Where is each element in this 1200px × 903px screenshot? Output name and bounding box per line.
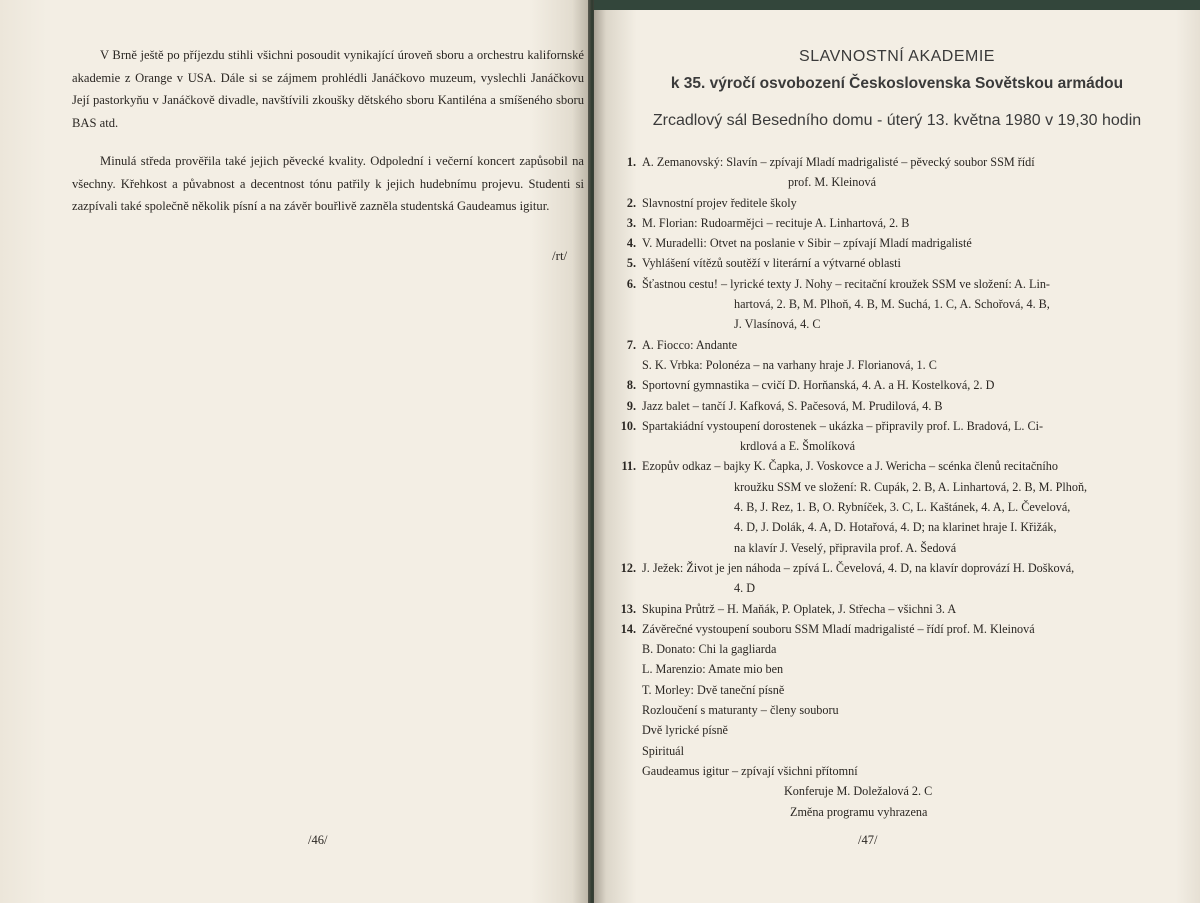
program-item-continuation: [604, 497, 1134, 517]
item-number: 6.: [626, 276, 636, 291]
program-list: [604, 152, 1134, 822]
program-sub-item: [604, 761, 1134, 781]
program-item: [604, 375, 1134, 395]
item-number: [604, 538, 642, 558]
sub-item-text: T. Morley: Dvě taneční písně: [642, 682, 785, 697]
item-text: 4. B, J. Rez, 1. B, O. Rybníček, 3. C, L. Kaštánek, 4. A, L. Čevelová,: [734, 500, 1071, 515]
sub-item-text: Rozloučení s maturanty – členy souboru: [642, 703, 839, 718]
item-number: [604, 314, 642, 334]
item-number: [604, 680, 642, 700]
item-number: [604, 741, 642, 761]
program-item: [604, 619, 1134, 639]
program-title: SLAVNOSTNÍ AKADEMIE: [799, 48, 995, 65]
program-item: [604, 213, 1134, 233]
item-number: 2.: [626, 195, 636, 210]
program-subtitle: k 35. výročí osvobození Československa Sovětskou armádou: [670, 75, 1124, 92]
item-text: A. Fiocco: Andante: [642, 337, 738, 352]
item-text: V. Muradelli: Otvet na poslanie v Sibir – zpívají Mladí madrigalisté: [642, 236, 972, 251]
item-text: na klavír J. Veselý, připravila prof. A. Šedová: [734, 540, 957, 555]
item-text: Ezopův odkaz – bajky K. Čapka, J. Voskovce a J. Wericha – scénka členů recitačního: [642, 459, 1058, 474]
item-number: [604, 517, 642, 537]
compere-line: Konferuje M. Doležalová 2. C: [784, 784, 933, 799]
item-text: Šťastnou cestu! – lyrické texty J. Nohy – recitační kroužek SSM ve složení: A. Lin-: [642, 276, 1050, 291]
page-number-right: /47/: [858, 833, 878, 847]
program-item-continuation: [604, 578, 1134, 598]
page-number-left: /46/: [308, 833, 328, 847]
program-item-continuation: [604, 517, 1134, 537]
sub-item-text: Dvě lyrické písně: [642, 723, 728, 738]
item-number: 3.: [626, 215, 636, 230]
item-text: Sportovní gymnastika – cvičí D. Horňanská, 4. A. a H. Kostelková, 2. D: [642, 378, 995, 393]
item-number: 12.: [620, 560, 636, 575]
item-number: [604, 639, 642, 659]
program-sub-item: [604, 659, 1134, 679]
item-number: 7.: [626, 337, 636, 352]
item-number: [604, 720, 642, 740]
item-text: S. K. Vrbka: Polonéza – na varhany hraje J. Florianová, 1. C: [642, 357, 937, 372]
item-number: [604, 578, 642, 598]
sub-item-text: B. Donato: Chi la gagliarda: [642, 642, 777, 657]
item-text: krdlová a E. Šmolíková: [740, 439, 856, 454]
program-sub-item: [604, 720, 1134, 740]
item-number: [604, 497, 642, 517]
item-text: hartová, 2. B, M. Plhoň, 4. B, M. Suchá, 1. C, A. Schořová, 4. B,: [734, 297, 1050, 312]
program-item: [604, 558, 1134, 578]
item-number: 14.: [620, 621, 636, 636]
item-number: [604, 294, 642, 314]
item-number: [604, 172, 642, 192]
sub-item-text: L. Marenzio: Amate mio ben: [642, 662, 784, 677]
program-sub-item: [604, 680, 1134, 700]
item-number: [604, 700, 642, 720]
paragraph-2-text: Minulá středa prověřila také jejich pěvecké kvality. Odpolední i večerní koncert zapůsobil na všechny. Křehkost a půvabnost a decentnost tónu patřily k jejich hudebnímu projevu. Studenti si zazpívali také společně několik písní a na závěr bouřlivě zazněla studentská Gaudeamus igitur.: [72, 154, 584, 213]
paragraph-1-text: V Brně ještě po příjezdu stihli všichni posoudit vynikající úroveň sboru a orchestru kalifornské akademie z Orange v USA. Dále si se zájmem prohlédli Janáčkovo muzeum, vyslechli Janáčkovu Její pastorkyňu v Janáčkově divadle, navštívili zkoušky dětského sboru Kantiléna a smíšeného sboru BAS atd.: [72, 48, 584, 130]
signature: /rt/: [552, 248, 568, 263]
item-text: A. Zemanovský: Slavín – zpívají Mladí madrigalisté – pěvecký soubor SSM řídí: [642, 155, 1035, 169]
binding-band: [594, 0, 1200, 10]
program-item: [604, 274, 1134, 294]
program-sub-item: [604, 741, 1134, 761]
item-text: prof. M. Kleinová: [788, 175, 877, 190]
paragraph-2: [72, 150, 584, 218]
left-page: [0, 0, 590, 903]
program-item-continuation: [604, 538, 1134, 558]
item-number: [604, 436, 642, 456]
program-item: [604, 193, 1134, 213]
item-number: 13.: [620, 601, 636, 616]
item-number: 11.: [621, 459, 636, 474]
item-number: [604, 761, 642, 781]
item-text: Spartakiádní vystoupení dorostenek – ukázka – připravily prof. L. Bradová, L. Ci-: [642, 418, 1044, 433]
item-text: Závěrečné vystoupení souboru SSM Mladí madrigalisté – řídí prof. M. Kleinová: [642, 621, 1035, 636]
program-item-continuation: [604, 436, 1134, 456]
program-item: [604, 335, 1134, 355]
item-text: 4. D: [734, 581, 755, 596]
program-item: [604, 253, 1134, 273]
item-number: [604, 355, 642, 375]
program-item: [604, 355, 1134, 375]
item-number: 4.: [626, 236, 636, 251]
item-text: Skupina Průtrž – H. Maňák, P. Oplatek, J. Střecha – všichni 3. A: [642, 601, 957, 616]
item-number: 8.: [626, 378, 636, 393]
item-text: Vyhlášení vítězů soutěží v literární a výtvarné oblasti: [642, 256, 901, 271]
program-change-note: Změna programu vyhrazena: [790, 804, 928, 819]
sub-item-text: Gaudeamus igitur – zpívají všichni přítomní: [642, 763, 858, 778]
item-text: Slavnostní projev ředitele školy: [642, 195, 797, 210]
item-number: [604, 477, 642, 497]
item-number: 1.: [626, 155, 636, 169]
program-sub-item: [604, 700, 1134, 720]
item-number: 5.: [626, 256, 636, 271]
program-item-continuation: [604, 477, 1134, 497]
item-number: 10.: [620, 418, 636, 433]
program-item-continuation: [604, 314, 1134, 334]
program-item: [604, 396, 1134, 416]
sub-item-text: Spirituál: [642, 743, 684, 758]
program-item: [604, 599, 1134, 619]
item-number: [604, 659, 642, 679]
program-item: [604, 152, 1134, 172]
program-item: [604, 456, 1134, 476]
item-number: 9.: [626, 398, 636, 413]
item-text: kroužku SSM ve složení: R. Cupák, 2. B, A. Linhartová, 2. B, M. Plhoň,: [734, 479, 1088, 494]
program-item-continuation: [604, 294, 1134, 314]
program-venue: Zrcadlový sál Besedního domu - úterý 13. května 1980 v 19,30 hodin: [652, 112, 1142, 129]
item-text: 4. D, J. Dolák, 4. A, D. Hotařová, 4. D; na klarinet hraje I. Křižák,: [734, 520, 1057, 535]
item-text: M. Florian: Rudoarmějci – recituje A. Linhartová, 2. B: [642, 215, 910, 230]
program-item: [604, 416, 1134, 436]
item-text: J. Ježek: Život je jen náhoda – zpívá L. Čevelová, 4. D, na klavír doprovází H. Došková,: [642, 560, 1075, 575]
paragraph-1: [72, 44, 584, 134]
program-item-continuation: [604, 172, 1134, 192]
item-text: J. Vlasínová, 4. C: [734, 317, 821, 332]
item-text: Jazz balet – tančí J. Kafková, S. Pačesová, M. Prudilová, 4. B: [642, 398, 943, 413]
program-sub-item: [604, 639, 1134, 659]
program-item: [604, 233, 1134, 253]
